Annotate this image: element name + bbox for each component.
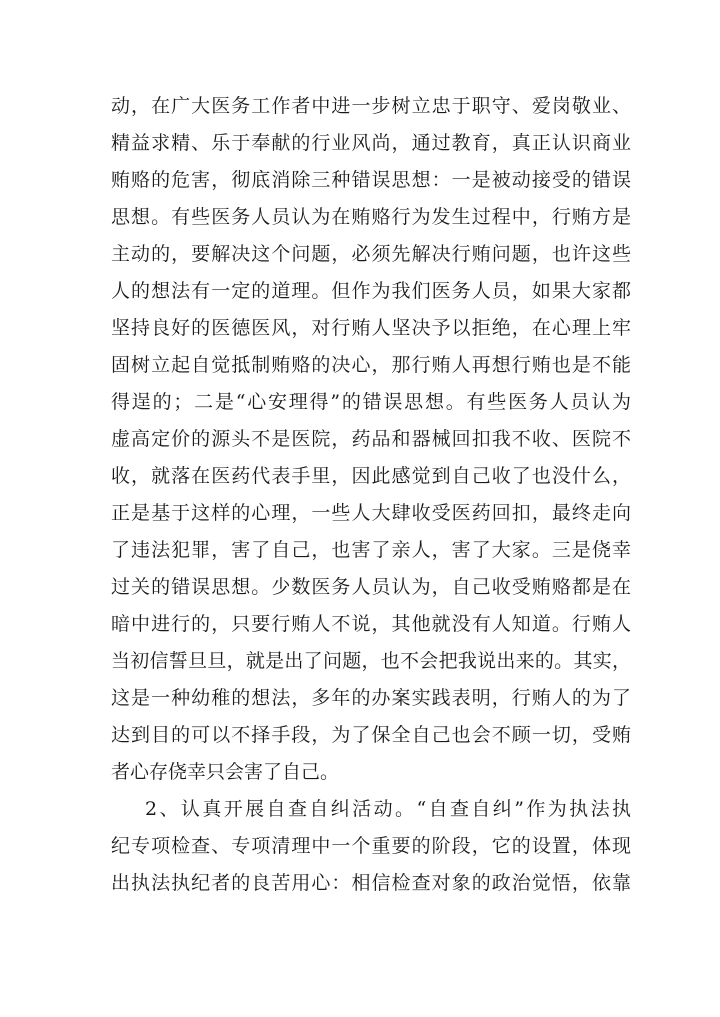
text-line: 精益求精、乐于奉献的行业风尚，通过教育，真正认识商业: [111, 132, 631, 154]
text-line: 贿赂的危害，彻底消除三种错误思想：一是被动接受的错误: [111, 169, 631, 191]
text-line: 收，就落在医药代表手里，因此感觉到自己收了也没什么，: [111, 465, 631, 487]
text-line-paragraph-start: 2、认真开展自查自纠活动。“自查自纠”作为执法执: [145, 798, 631, 820]
text-line: 主动的，要解决这个问题，必须先解决行贿问题，也许这些: [111, 243, 631, 265]
text-line: 出执法执纪者的良苦用心：相信检查对象的政治觉悟，依靠: [111, 872, 631, 894]
text-line: 虚高定价的源头不是医院，药品和器械回扣我不收、医院不: [111, 428, 631, 450]
text-line: 正是基于这样的心理，一些人大肆收受医药回扣，最终走向: [111, 502, 631, 524]
text-line: 过关的错误思想。少数医务人员认为，自己收受贿赂都是在: [111, 576, 631, 598]
text-line: 人的想法有一定的道理。但作为我们医务人员，如果大家都: [111, 280, 631, 302]
body-text: [111, 88, 631, 902]
text-line: 了违法犯罪，害了自己，也害了亲人，害了大家。三是侥幸: [111, 539, 631, 561]
text-line: 纪专项检查、专项清理中一个重要的阶段，它的设置，体现: [111, 835, 631, 857]
text-line: 固树立起自觉抵制贿赂的决心，那行贿人再想行贿也是不能: [111, 354, 631, 376]
text-line: 思想。有些医务人员认为在贿赂行为发生过程中，行贿方是: [111, 206, 631, 228]
text-line-paragraph-end: 者心存侥幸只会害了自己。: [111, 761, 340, 783]
text-line: 得逞的；二是“心安理得”的错误思想。有些医务人员认为: [111, 391, 631, 413]
text-line: 坚持良好的医德医风，对行贿人坚决予以拒绝，在心理上牢: [111, 317, 631, 339]
text-line: 动，在广大医务工作者中进一步树立忠于职守、爱岗敬业、: [111, 95, 631, 117]
text-line: 这是一种幼稚的想法，多年的办案实践表明，行贿人的为了: [111, 687, 631, 709]
text-line: 暗中进行的，只要行贿人不说，其他就没有人知道。行贿人: [111, 613, 631, 635]
text-line: 达到目的可以不择手段，为了保全自己也会不顾一切，受贿: [111, 724, 631, 746]
text-line: 当初信誓旦旦，就是出了问题，也不会把我说出来的。其实，: [111, 650, 631, 672]
